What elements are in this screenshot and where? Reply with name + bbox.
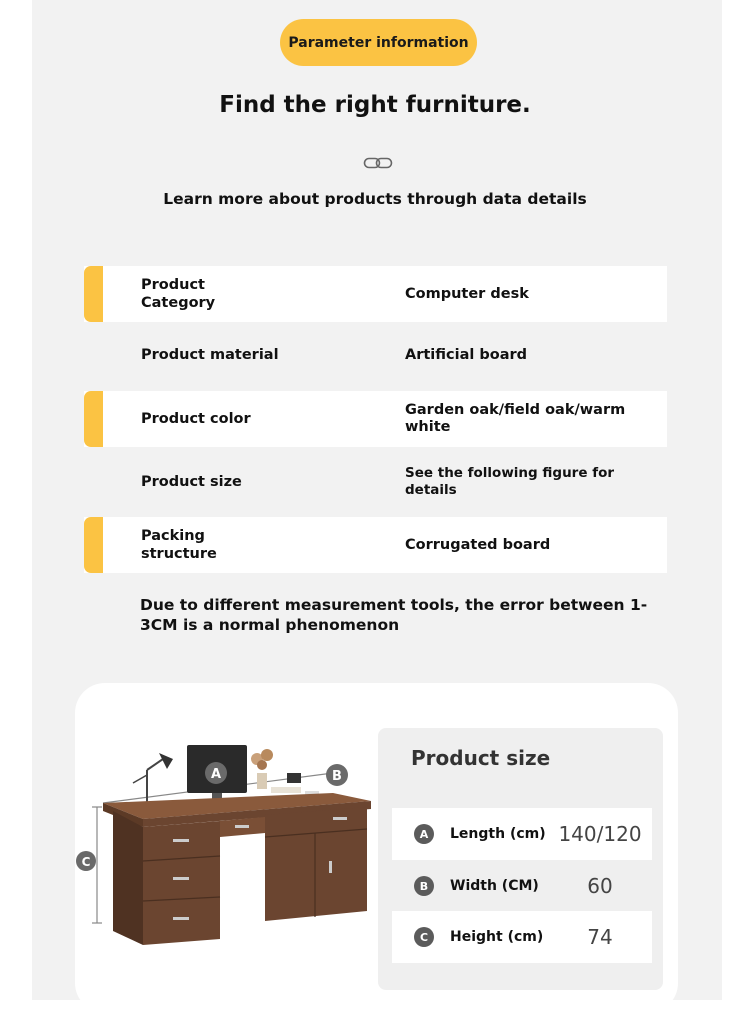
param-value: Computer desk <box>405 285 529 302</box>
param-value: Corrugated board <box>405 536 551 553</box>
svg-text:A: A <box>210 767 222 782</box>
param-value: Artificial board <box>405 346 528 363</box>
svg-text:B: B <box>332 769 342 784</box>
measurement-note: Due to different measurement tools, the error between 1-3CM is a normal phenomenon <box>140 596 648 634</box>
size-value: 140/120 <box>558 822 642 846</box>
param-row-category <box>84 266 667 322</box>
size-row-width <box>392 860 652 912</box>
right-pedestal <box>265 807 367 921</box>
row-accent <box>84 266 103 322</box>
param-label: Packing structure <box>141 528 217 562</box>
marker-a <box>205 762 227 784</box>
product-size-title: Product size <box>411 746 551 770</box>
size-value: 74 <box>587 925 613 949</box>
size-label: Width (CM) <box>450 878 539 894</box>
row-accent <box>84 517 103 573</box>
pill-label: Parameter information <box>288 34 469 51</box>
param-value: Garden oak/field oak/warm white <box>405 402 626 435</box>
size-row-height <box>392 911 652 963</box>
param-row-material <box>84 327 667 383</box>
param-row-color <box>84 391 667 447</box>
desk-illustration <box>75 735 375 960</box>
param-value: See the following figure for details <box>405 465 615 498</box>
size-badge: A <box>414 824 434 844</box>
size-label: Length (cm) <box>450 826 546 842</box>
svg-text:C: C <box>81 855 91 869</box>
size-badge: C <box>414 927 434 947</box>
param-label: Product color <box>141 411 251 427</box>
marker-b <box>326 764 348 786</box>
param-label: Product Category <box>141 277 216 311</box>
size-badge: B <box>414 876 434 896</box>
size-label: Height (cm) <box>450 929 544 945</box>
row-accent <box>84 391 103 447</box>
size-row-length <box>392 808 652 860</box>
page-headline: Find the right furniture. <box>219 92 531 118</box>
param-label: Product size <box>141 474 242 490</box>
parameter-information-pill <box>280 19 477 66</box>
link-icon <box>363 155 393 171</box>
param-row-size <box>84 454 667 510</box>
param-label: Product material <box>141 347 279 363</box>
page-subline: Learn more about products through data details <box>163 190 587 208</box>
size-value: 60 <box>587 874 613 898</box>
param-row-packing <box>84 517 667 573</box>
marker-c <box>76 851 96 871</box>
